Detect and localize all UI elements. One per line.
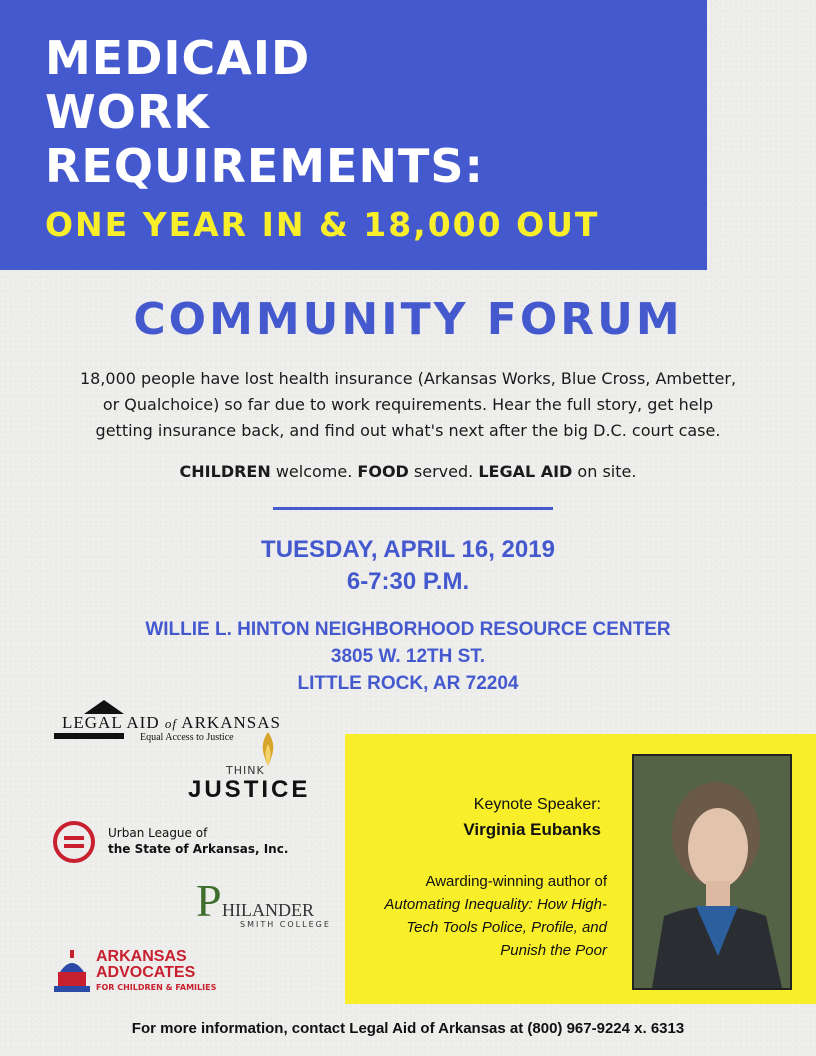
speaker-photo (632, 754, 792, 990)
event-venue: WILLIE L. HINTON NEIGHBORHOOD RESOURCE CENTER (145, 619, 671, 640)
event-street: 3805 W. 12TH ST. (330, 646, 486, 667)
urban-league-line1: Urban League of (108, 826, 208, 840)
equality-circle-icon (52, 820, 96, 864)
children-rest: welcome. (270, 462, 358, 481)
food-rest: served. (408, 462, 479, 481)
event-city: LITTLE ROCK, AR 72204 (297, 673, 519, 694)
food-label: FOOD (357, 462, 409, 481)
think-label: THINK (226, 764, 265, 777)
legal-aid-label: LEGAL AID (478, 462, 573, 481)
urban-league-logo (52, 820, 289, 864)
legal-aid-base (54, 733, 124, 739)
legal-rest: on site. (572, 462, 637, 481)
legal-aid-tagline: Equal Access to Justice (140, 732, 234, 743)
flame-icon (256, 730, 280, 768)
speaker-description (355, 870, 607, 962)
intro-line-3: getting insurance back, and find out what's next after the big D.C. court case. (95, 421, 721, 440)
intro-line-1: 18,000 people have lost health insurance (Arkansas Works, Blue Cross, Ambetter, (79, 369, 737, 388)
urban-league-line2: the State of Arkansas, Inc. (108, 842, 289, 856)
title-line-1: MEDICAID (45, 31, 311, 85)
header-banner (0, 0, 707, 270)
children-label: CHILDREN (179, 462, 271, 481)
book-line-2: Tech Tools Police, Profile, and (406, 919, 607, 936)
think-justice-logo (188, 730, 323, 805)
keynote-label: Keynote Speaker: (473, 796, 601, 813)
intro-line-2: or Qualchoice) so far due to work requirements. Hear the full story, get help (102, 395, 714, 414)
legal-aid-name-of: of (164, 716, 177, 731)
footer-contact: For more information, contact Legal Aid of Arkansas at (800) 967-9224 x. 6313 (131, 1020, 685, 1037)
amenities-line (0, 462, 816, 481)
justice-label: JUSTICE (188, 776, 311, 803)
courthouse-roof-icon (84, 700, 124, 714)
philander-sub: SMITH COLLEGE (240, 920, 331, 929)
legal-aid-name-a: LEGAL AID (62, 713, 160, 732)
advocates-line2: ADVOCATES (96, 964, 196, 981)
subtitle: ONE YEAR IN & 18,000 OUT (45, 205, 600, 244)
advocates-line1: ARKANSAS (96, 948, 187, 965)
title-line-2: WORK (45, 85, 210, 139)
philander-p-icon: P (196, 875, 222, 926)
desc-prefix: Awarding-winning author of (425, 873, 607, 890)
arkansas-advocates-logo (52, 946, 232, 996)
event-time: 6-7:30 P.M. (346, 568, 470, 595)
book-line-3: Punish the Poor (500, 942, 607, 959)
philander-logo (196, 875, 331, 929)
book-line-1: Automating Inequality: How High- (384, 896, 607, 913)
title-line-3: REQUIREMENTS: (45, 139, 484, 193)
event-date: TUESDAY, APRIL 16, 2019 (261, 536, 555, 563)
legal-aid-name-b: ARKANSAS (181, 713, 281, 732)
capitol-dome-icon (52, 948, 92, 994)
advocates-line3: FOR CHILDREN & FAMILIES (96, 983, 217, 992)
intro-paragraph (50, 366, 766, 444)
speaker-portrait-icon (634, 756, 790, 988)
forum-heading: COMMUNITY FORUM (133, 294, 683, 345)
speaker-name: Virginia Eubanks (463, 820, 601, 839)
philander-name: HILANDER (222, 900, 314, 920)
divider (273, 507, 553, 510)
speaker-box (345, 734, 816, 1004)
